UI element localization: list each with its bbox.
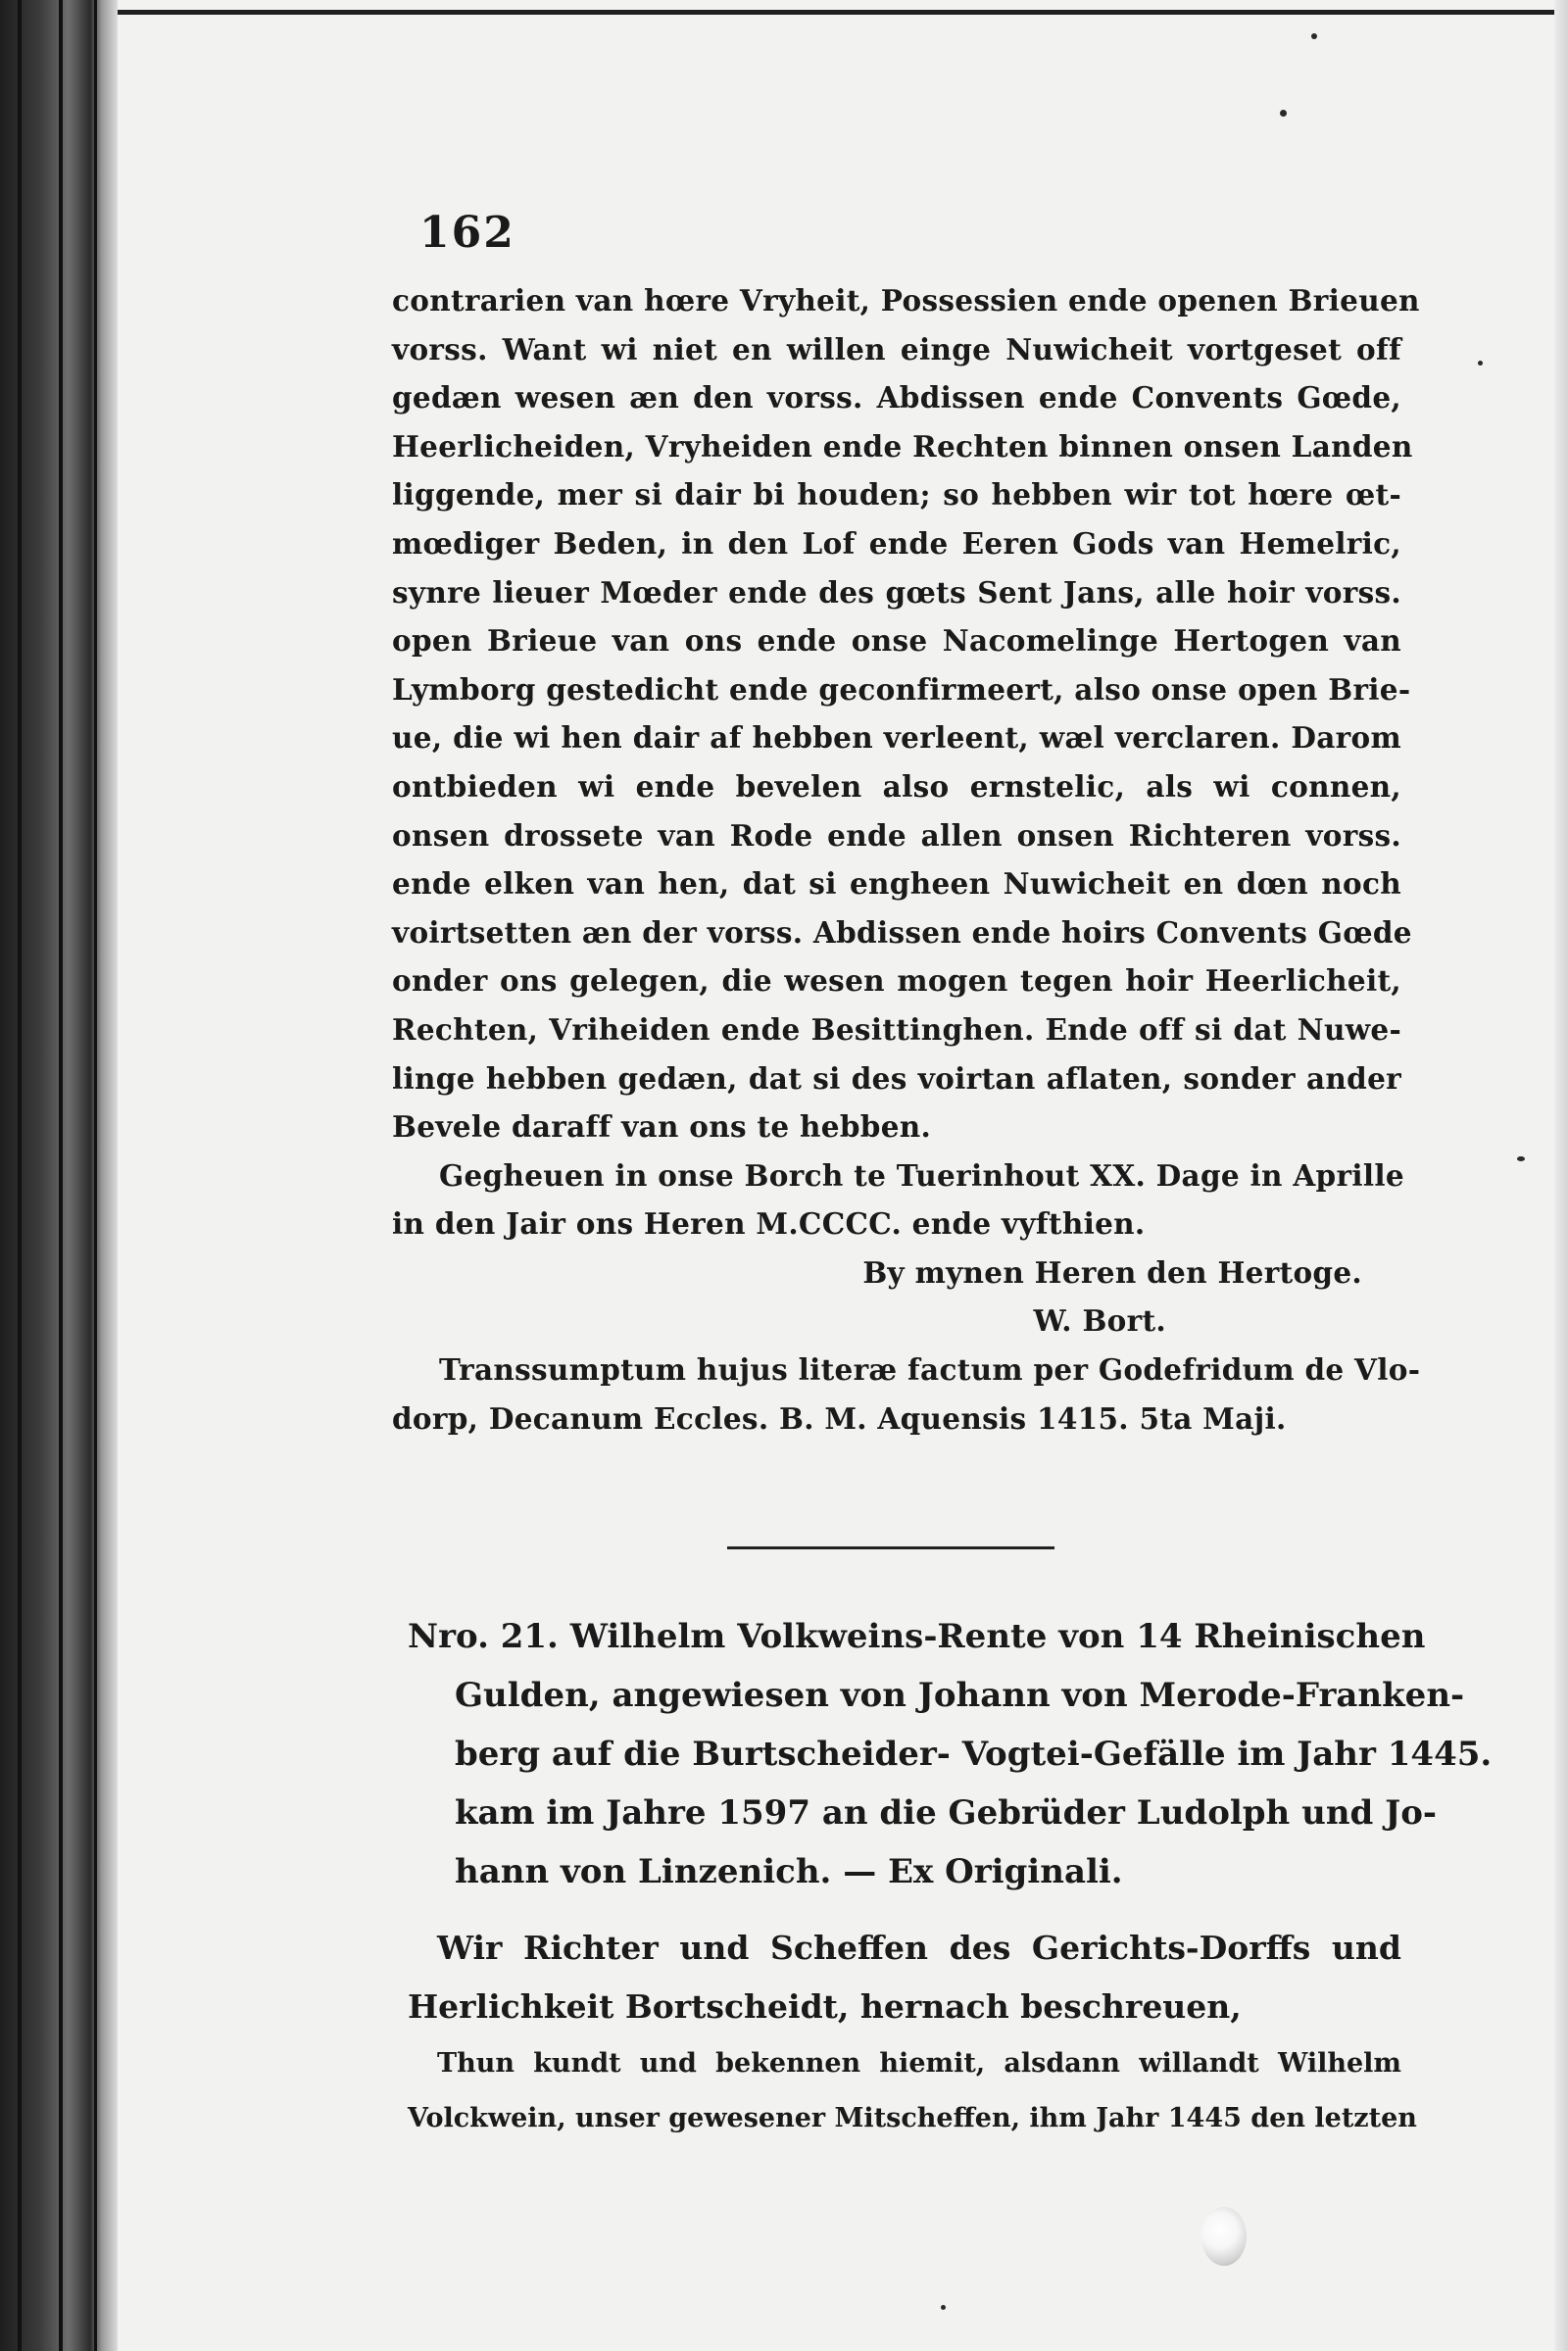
body-line: Herlichkeit Bortscheidt, hernach beschreuen, (408, 1987, 1242, 2026)
top-rule (118, 10, 1568, 15)
text-line: onder ons gelegen, die wesen mogen tegen hoir Heerlicheit, (392, 963, 1401, 999)
text-line: ontbieden wi ende bevelen also ernstelic, als wi connen, (392, 768, 1401, 804)
section-heading-line: kam im Jahre 1597 an die Gebrüder Ludolph und Jo- (455, 1793, 1438, 1833)
text-line: gedæn wesen æn den vorss. Abdissen ende Convents Gœde, (392, 380, 1401, 416)
page-edge (1554, 0, 1568, 2351)
transsumptum-line: Transsumptum hujus literæ factum per Godefridum de Vlo- (439, 1352, 1421, 1388)
scan-speck (941, 2305, 946, 2310)
scan-speck (1280, 110, 1287, 117)
document-section-21 (408, 1607, 1493, 2146)
spine-line (94, 0, 97, 2351)
text-line: vorss. Want wi niet en willen einge Nuwicheit vortgeset off (392, 331, 1401, 367)
text-line: Rechten, Vriheiden ende Besittinghen. Ende off si dat Nuwe- (392, 1011, 1401, 1047)
book-spine (0, 0, 118, 2351)
scan-speck (1311, 33, 1317, 39)
scan-speck (1478, 361, 1483, 366)
section-heading-line: Gulden, angewiesen von Johann von Merode-Franken- (455, 1676, 1465, 1715)
text-line: linge hebben gedæn, dat si des voirtan aflaten, sonder ander (392, 1060, 1401, 1096)
text-line: Lymborg gestedicht ende geconfirmeert, also onse open Brie- (392, 671, 1411, 707)
signature-name: W. Bort. (1033, 1303, 1166, 1339)
section-heading-line: berg auf die Burtscheider- Vogtei-Gefälle im Jahr 1445. (455, 1735, 1493, 1774)
spine-line (59, 0, 63, 2351)
body-line: Thun kundt und bekennen hiemit, alsdann willandt Wilhelm (437, 2048, 1401, 2079)
spine-line (18, 0, 22, 2351)
text-line: synre lieuer Mœder ende des gœts Sent Jans, alle hoir vorss. (392, 574, 1401, 610)
body-line: Wir Richter und Scheffen des Gerichts-Dorffs und (437, 1929, 1401, 1967)
letter-text (392, 276, 1421, 1443)
text-line: Bevele daraff van ons te hebben. (392, 1109, 932, 1145)
date-line: in den Jair ons Heren M.CCCC. ende vyfthien. (392, 1206, 1146, 1242)
text-line: ende elken van hen, dat si engheen Nuwicheit en dœn noch (392, 866, 1401, 902)
section-divider (727, 1546, 1054, 1549)
text-line: contrarien van hœre Vryheit, Possessien ende openen Brieuen (392, 283, 1420, 318)
date-line: Gegheuen in onse Borch te Tuerinhout XX. Dage in Aprille (439, 1157, 1404, 1193)
text-line: voirtsetten æn der vorss. Abdissen ende hoirs Convents Gœde (392, 914, 1412, 950)
text-line: open Brieue van ons ende onse Nacomelinge Hertogen van (392, 623, 1401, 659)
signature-line: By mynen Heren den Hertoge. (862, 1254, 1362, 1290)
scan-blot (1201, 2207, 1247, 2266)
section-heading-line: Nro. 21. Wilhelm Volkweins-Rente von 14 Rheinischen (408, 1617, 1426, 1656)
section-heading-line: hann von Linzenich. — Ex Originali. (455, 1852, 1123, 1891)
text-line: liggende, mer si dair bi houden; so hebben wir tot hœre œt- (392, 477, 1401, 513)
text-line: Heerlicheiden, Vryheiden ende Rechten binnen onsen Landen (392, 428, 1413, 464)
text-line: mœdiger Beden, in den Lof ende Eeren Gods van Hemelric, (392, 525, 1401, 561)
transsumptum-line: dorp, Decanum Eccles. B. M. Aquensis 1415. 5ta Maji. (392, 1400, 1287, 1436)
page-number: 162 (419, 208, 515, 258)
text-line: onsen drossete van Rode ende allen onsen Richteren vorss. (392, 817, 1401, 853)
body-line: Volckwein, unser gewesener Mitscheffen, ihm Jahr 1445 den letzten (408, 2103, 1417, 2133)
text-line: ue, die wi hen dair af hebben verleent, wæl verclaren. Darom (392, 720, 1401, 756)
scan-speck (1517, 1156, 1525, 1161)
